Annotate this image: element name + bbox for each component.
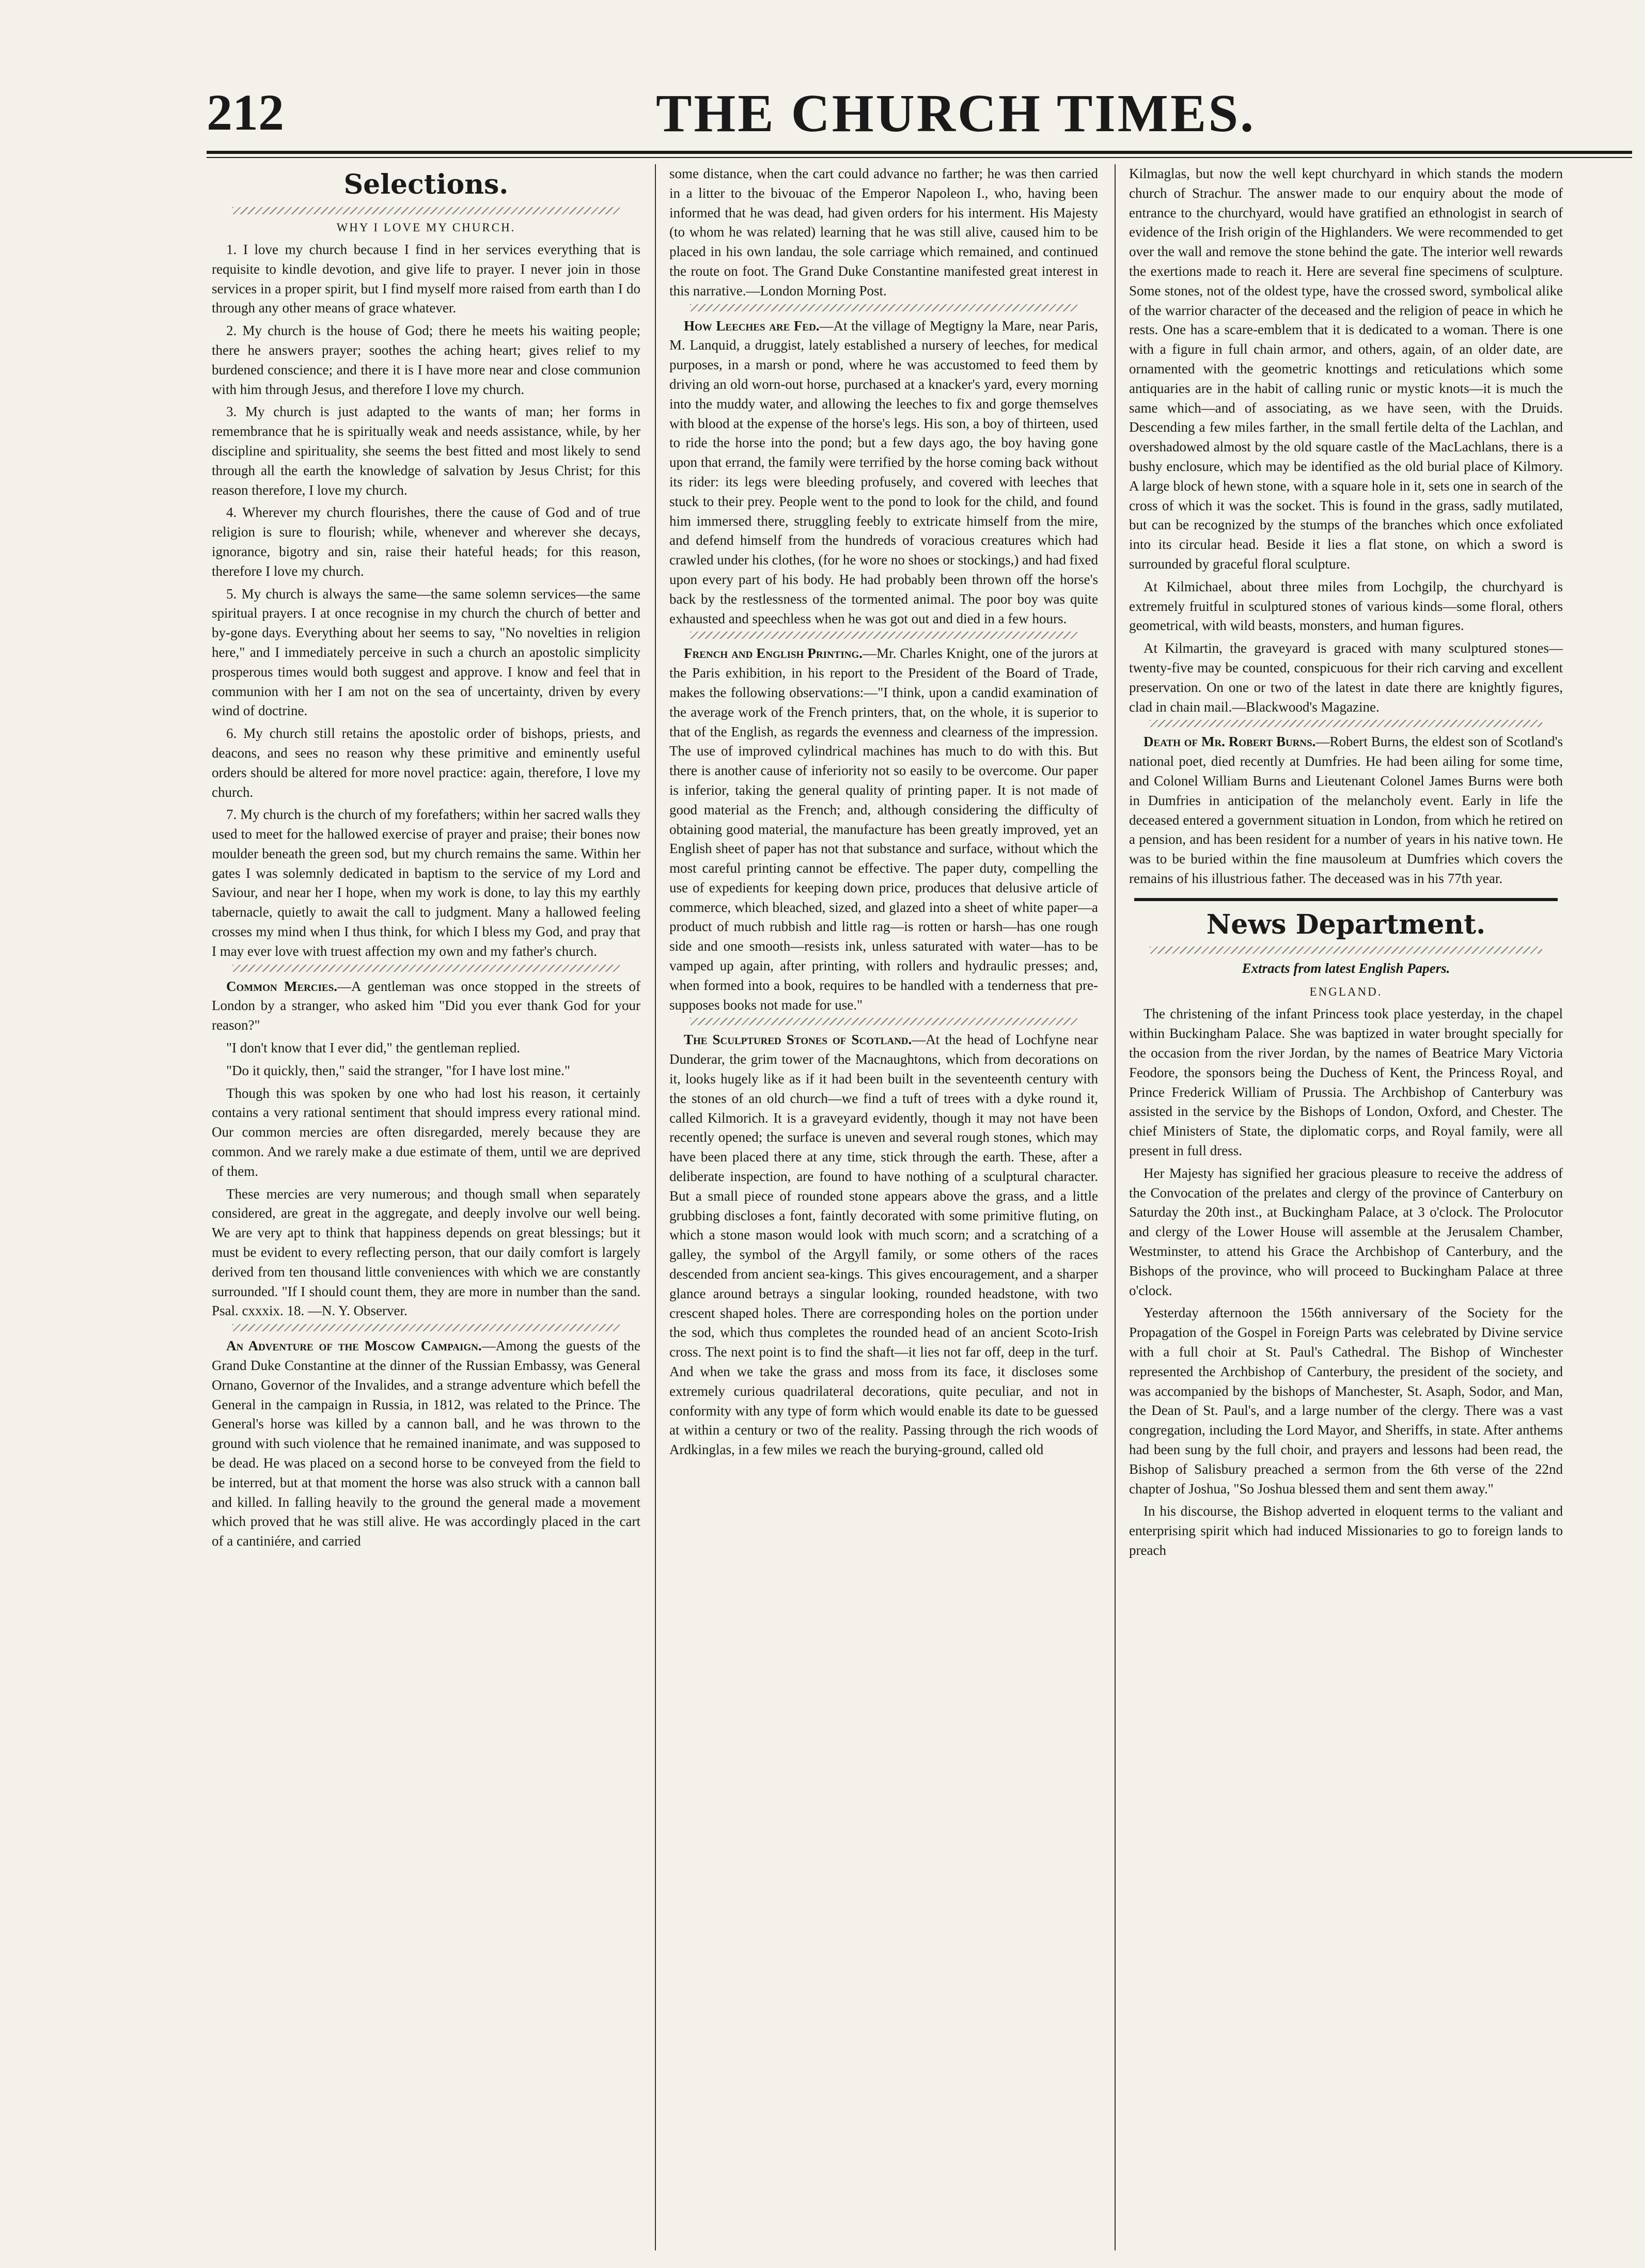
article-title-why-i-love: WHY I LOVE MY CHURCH. — [336, 220, 516, 234]
article-moscow — [212, 1336, 640, 1551]
wavy-rule — [232, 1324, 620, 1331]
article-paragraph: 2. My church is the house of God; there he meets his waiting people; there he answers prayer; soothes the aching heart; gives relief to my burdened conscience; and there it is I have more near and close communion with him through Jesus, and therefore I love my church. — [212, 323, 640, 397]
news-paragraph: The christening of the infant Princess took place yesterday, in the chapel within Buckingham Palace. She was baptized in water brought specially for the occasion from the river Jordan, by the names of Beatrice Mary Victoria Feodore, the sponsors being the Duchess of Kent, the Princess Royal, and Prince Frederick William of Prussia. The Archbishop of Canterbury was assisted in the service by the Bishops of London, Oxford, and Chester. The chief Ministers of State, the diplomatic corps, and Royal family, were all present in full dress. — [1129, 1006, 1563, 1159]
news-paragraph: Her Majesty has signified her gracious pleasure to receive the address of the Convocation of the prelates and clergy of the province of Canterbury on Saturday the 20th inst., at Buckingham Palace, at 3 o'clock. The Prolocutor and clergy of the Lower House will assemble at the Jerusalem Chamber, Westminster, to attend his Grace the Archbishop of Canterbury, and the Bishops of the province, who will proceed to Buckingham Palace at three o'clock. — [1129, 1165, 1563, 1298]
news-paragraph: Yesterday afternoon the 156th anniversary of the Society for the Propagation of the Gospel in Foreign Parts was celebrated by Divine service with a full choir at St. Paul's Cathedral. The Bishop of Winchester represented the Archbishop of Canterbury, the president of the society, and was accompanied by the bishops of Manchester, St. Asaph, Sodor, and Man, the Dean of St. Paul's, and a large number of the clergy. There was a vast congregation, including the Lord Mayor, and Sheriffs, in state. After anthems had been sung by the full choir, and prayers and lessons had been read, the Bishop of Salisbury preached a sermon from the 6th verse of the 22nd chapter of Joshua, "So Joshua blessed them and sent them away." — [1129, 1305, 1563, 1497]
article-heading: Death of Mr. Robert Burns. — [1143, 734, 1316, 750]
article-paragraph: 6. My church still retains the apostolic order of bishops, priests, and deacons, and sees no reason why these primitive and eminently useful orders should be altered for more novel practice: again, therefore, I love my church. — [212, 726, 640, 800]
wavy-rule — [690, 632, 1077, 639]
masthead-rule-thin — [207, 157, 1632, 158]
article-text: —A gentleman was once stopped in the streets of London by a stranger, who asked him "Did you ever thank God for your reason?" — [212, 978, 640, 1033]
article-paragraph: At Kilmartin, the graveyard is graced with many sculptured stones—twenty-five may be counted, conspicuous for their rich carving and excellent preservation. On one or two of the latest in date there are knightly figures, clad in chain mail.—Blackwood's Magazine. — [1129, 640, 1563, 715]
newspaper-title: THE CHURCH TIMES. — [656, 84, 1256, 143]
column-divider — [1115, 164, 1116, 2250]
page-number: 212 — [207, 84, 284, 141]
article-paragraph: Kilmaglas, but now the well kept churchyard in which stands the modern church of Strachur. The answer made to our enquiry about the mode of entrance to the churchyard, would have gratified an ethnologist in search of evidence of the Irish origin of the Highlanders. We were recommended to get over the wall and remove the stone behind the gate. The interior well rewards the exertions made to reach it. Here are several fine specimens of sculpture. Some stones, not of the oldest type, have the crossed sword, symbolical alike of the warrior character of the deceased and the religion of peace in which he rests. One has a scare-emblem that it is dedicated to a woman. There is one with a figure in full chain armor, and others, again, of an older date, are ornamented with the geometric knottings and reticulations which some antiquaries are in the habit of calling runic or mystic knots—it is much the same which—and of associating, as we have seen, with the Druids. Descending a few miles farther, in the small fertile delta of the Lachlan, and overshadowed almost by the old square castle of the MacLachlans, there is a bushy enclosure, which may be identified as the old burial place of Kilmory. A large block of hewn stone, with a square hole in it, sets one in search of the cross of which it was the socket. This is found in the grass, sadly mutilated, but can be recognized by the stumps of the branches which once exfoliated into its circular head. Beside it lies a flat stone, on which a sword is surrounded by graceful floral sculpture. — [1129, 166, 1563, 572]
section-heading-selections: Selections. — [343, 169, 509, 200]
article-paragraph: These mercies are very numerous; and though small when separately considered, are great in the aggregate, and deeply involve our well being. We are very apt to think that happiness depends on great blessings; but it must be evident to every reflecting person, that our daily comfort is largely derived from ten thousand little conveniences with which we are constantly surrounded. "If I should count them, they are more in number than the sand. Psal. cxxxix. 18. —N. Y. Observer. — [212, 1186, 640, 1319]
article-paragraph: 1. I love my church because I find in her services everything that is requisite to kindle devotion, and give life to prayer. I never join in those services in a proper spirit, but I find myself more raised from earth than I do through any other means of grace whatever. — [212, 241, 640, 316]
article-heading: The Sculptured Stones of Scotland. — [684, 1032, 912, 1048]
column-2 — [669, 164, 1098, 2256]
wavy-rule — [1150, 947, 1542, 954]
column-3 — [1129, 164, 1563, 2256]
article-sculptured-stones — [669, 1030, 1098, 1460]
article-paragraph: 5. My church is always the same—the same solemn services—the same spiritual prayers. I at once recognise in my church the church of better and by-gone days. Everything about her seems to say, "No novelties in religion here," and I immediately perceive in such a church an apostolic simplicity prosperous times would both suggest and approve. I know and feel that in communion with her I am not on the sea of uncertainty, driven by every wind of doctrine. — [212, 586, 640, 719]
article-common-mercies — [212, 977, 640, 1035]
wavy-rule — [690, 1018, 1077, 1025]
section-heading-news: News Department. — [1206, 908, 1486, 940]
article-printing — [669, 644, 1098, 1015]
england-heading: ENGLAND. — [1309, 985, 1383, 999]
article-paragraph: some distance, when the cart could advance no farther; he was then carried in a litter to the bivouac of the Emperor Napoleon I., who, having been informed that he was dead, had given orders for his interment. His Majesty (to whom he was related) learning that he was still alive, caused him to be placed in his own landau, the sole carriage which remained, and continued the route on foot. The Grand Duke Constantine manifested great interest in this narrative.—London Morning Post. — [669, 166, 1098, 298]
news-paragraph: In his discourse, the Bishop adverted in eloquent terms to the valiant and enterprising spirit which had induced Missionaries to go to foreign lands to preach — [1129, 1503, 1563, 1558]
section-rule — [1134, 898, 1558, 901]
article-heading: An Adventure of the Moscow Campaign. — [226, 1338, 482, 1354]
article-burns — [1129, 732, 1563, 888]
wavy-rule — [232, 965, 620, 972]
article-text: —Among the guests of the Grand Duke Constantine at the dinner of the Russian Embassy, was General Ornano, Governor of the Invalides, and a strange adventure which befell the General in the campaign in Russia, in 1812, was related to the Prince. The General's horse was killed by a cannon ball, and he was thrown to the ground with such violence that he remained inanimate, and was supposed to be dead. He was placed on a second horse to be conveyed from the field to be interred, but at that moment the horse was also struck with a cannon ball and killed. In falling heavily to the ground the general made a movement which proved that he was still alive. He was accordingly placed in the cart of a cantiniére, and carried — [212, 1338, 640, 1549]
masthead-rule — [207, 151, 1632, 154]
column-divider — [655, 164, 656, 2250]
masthead — [207, 77, 1645, 155]
article-text: —Robert Burns, the eldest son of Scotland's national poet, died recently at Dumfries. He had been ailing for some time, and Colonel William Burns and Lieutenant Colonel James Burns were both in Dumfries in anticipation of the melancholy event. Early in life the deceased entered a government situation in London, from which he retired on a pension, and has been resident for a number of years in his native town. He was to be buried within the fine mausoleum at Dumfries which covers the remains of his illustrious father. The deceased was in his 77th year. — [1129, 734, 1563, 886]
article-text: —Mr. Charles Knight, one of the jurors at the Paris exhibition, in his report to the President of the Board of Trade, makes the following observations:—"I think, upon a candid examination of the average work of the French printers, that, on the whole, it is superior to that of the English, as regards the evenness and clearness of the impression. The use of improved cylindrical machines has much to do with this. But there is another cause of inferiority not so easily to be overcome. Our paper is inferior, taking the general quality of printing paper. It is not made of good material as the French; and, although considering the difficulty of obtaining good material, the manufacture has been greatly improved, yet an English sheet of paper has not that substance and surface, without which the most careful printing cannot be effective. The paper duty, compelling the use of expedients for keeping down price, produces that delusive article of commerce, which bleached, sized, and glazed into a sheet of white paper—a product of much rubbish and little rag—is rotten or harsh—has one rough side and one smooth—resists ink, unless saturated with water—has to be vamped up again, after printing, with rollers and hydraulic presses; and, when formed into a book, requires to be handled with a tenderness that pre-supposes books not made for use." — [669, 645, 1098, 1013]
article-leeches — [669, 317, 1098, 629]
article-heading: Common Mercies. — [226, 978, 338, 994]
article-paragraph: 4. Wherever my church flourishes, there the cause of God and of true religion is sure to flourish; while, whenever and wherever she decays, ignorance, bigotry and sin, raise their hateful heads; for this reason, therefore I love my church. — [212, 505, 640, 579]
wavy-rule — [232, 207, 620, 214]
article-paragraph: "Do it quickly, then," said the stranger, "for I have lost mine." — [226, 1062, 570, 1078]
extracts-subheading: Extracts from latest English Papers. — [1242, 960, 1450, 976]
article-paragraph: 7. My church is the church of my forefathers; within her sacred walls they used to meet for the hallowed exercise of prayer and praise; their bones now moulder beneath the green sod, but my church remains the same. Within her gates I was solemnly dedicated in baptism to the service of my Lord and Saviour, and near her I hope, when my work is done, to lay this my earthly tabernacle, quietly to await the call to judgment. Many a hallowed feeling crosses my mind when I thus think, for which I bless my God, and pray that I may ever love with truest affection my own and my father's church. — [212, 807, 640, 959]
wavy-rule — [1150, 720, 1542, 727]
article-paragraph: Though this was spoken by one who had lost his reason, it certainly contains a very rational sentiment that should impress every rational mind. Our common mercies are often disregarded, merely because they are common. And we rarely make a due estimate of them, until we are deprived of them. — [212, 1085, 640, 1179]
article-paragraph: At Kilmichael, about three miles from Lochgilp, the churchyard is extremely fruitful in sculptured stones of various kinds—some floral, others geometrical, with wild beasts, monsters, and human figures. — [1129, 578, 1563, 634]
article-paragraph: 3. My church is just adapted to the wants of man; her forms in remembrance that he is spiritually weak and needs assistance, while, by her discipline and spirituality, she seems the best fitted and most likely to send through all the earth the knowledge of salvation by Jesus Christ; for this reason therefore, I love my church. — [212, 404, 640, 498]
article-heading: French and English Printing. — [684, 645, 863, 662]
article-text: —At the head of Lochfyne near Dunderar, the grim tower of the Macnaughtons, which from decorations on it, looks hugely like as if it had been built in the seventeenth century with the stones of an old church—we find a tuft of trees with a dyke round it, called Kilmorich. It is a graveyard evidently, though it may not have been recently opened; the surface is uneven and several rough stones, which may have been placed there at any time, stick through the earth. These, after a deliberate inspection, are found to have nothing of a sculptural character. But a small piece of rounded stone appears above the grass, and a little grubbing discloses a font, faintly decorated with some primitive fluting, on which a stone mason would look with much scorn; and a scratching of a galley, the symbol of the Argyll family, or some others of the races descended from ancient sea-kings. This gives encouragement, and a sharper glance around betrays a singular looking, rounded headstone, with two crescent shaped holes. There are corresponding holes on the portion under the sod, which thus completes the rounded head of an ancient Scoto-Irish cross. The next point is to find the shaft—it lies not far off, deep in the turf. And when we take the grass and moss from its face, it discloses some extremely curious quadrilateral decorations, quite peculiar, and not in conformity with any type of form which would enable its date to be guessed at within a century or two of the reality. Passing through the rich woods of Ardkinglas, in a few miles we reach the burying-ground, called old — [669, 1032, 1098, 1458]
wavy-rule — [690, 304, 1077, 311]
article-heading: How Leeches are Fed. — [684, 318, 820, 334]
article-paragraph: "I don't know that I ever did," the gentleman replied. — [226, 1040, 520, 1056]
article-text: —At the village of Megtigny la Mare, near Paris, M. Lanquid, a druggist, lately established a nursery of leeches, for medical purposes, in a marsh or pond, where he was accustomed to feed them by driving an old worn-out horse, purchased at a knacker's yard, every morning into the muddy water, and allowing the leeches to fix and gorge themselves with blood at the expense of the horse's legs. His son, a boy of thirteen, used to ride the horse into the pond; but a few days ago, the boy having gone upon that errand, the family were terrified by the horse coming back without its rider: its legs were bleeding profusely, and covered with leeches that stuck to their prey. People went to the pond to look for the child, and found him immersed there, struggling feebly to extricate himself from the mire, and defend himself from the hundreds of voracious creatures which had crawled under his clothes, (for he wore no shoes or stockings,) and had fixed upon every part of his body. He had probably been thrown off the horse's back by the restlessness of the tormented animal. The poor boy was quite exhausted and speechless when he was got out and died in a few hours. — [669, 318, 1098, 626]
column-1 — [212, 164, 640, 2256]
